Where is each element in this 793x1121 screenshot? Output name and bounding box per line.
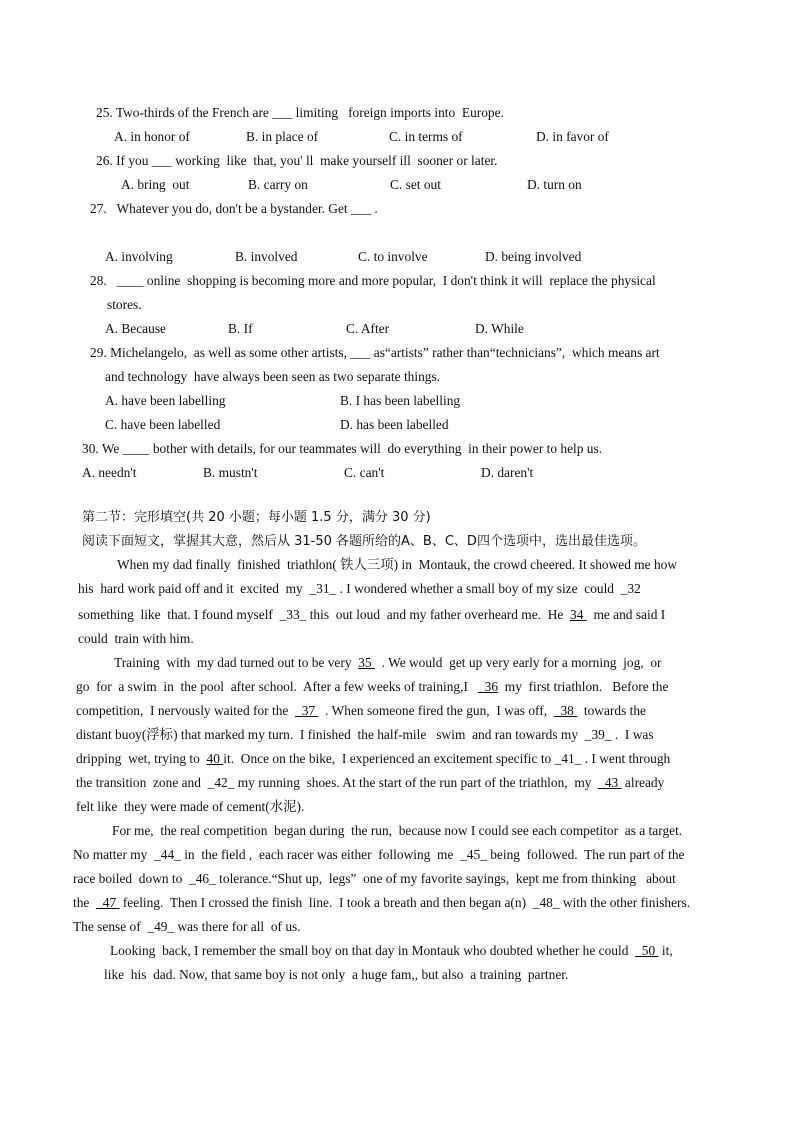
blank-41: _41_ — [554, 751, 582, 766]
blank-47: _47 — [96, 895, 120, 910]
blank-35: 35 — [358, 655, 375, 670]
passage-line: race boiled down to _46_ tolerance.“Shut up, legs” one of my favorite sayings, kept me from thinking about — [73, 871, 676, 886]
passage-line: could train with him. — [78, 631, 194, 646]
passage-line: distant buoy(浮标) that marked my turn. I finished the half-mile swim and ran towards my _39_ . I was — [76, 727, 654, 742]
question-30-stem: 30. We ____ bother with details, for our teammates will do everything in their power to help us. — [82, 441, 603, 456]
question-26-option-b: B. carry on — [248, 177, 308, 192]
blank-34: 34 — [570, 607, 587, 622]
question-30-option-b: B. mustn't — [203, 465, 258, 480]
passage-line: like his dad. Now, that same boy is not only a huge fam,, but also a training partner. — [104, 967, 569, 982]
passage-line: When my dad finally finished triathlon( 铁人三项) in Montauk, the crowd cheered. It showed me how — [117, 557, 678, 572]
question-29-option-a: A. have been labelling — [105, 393, 226, 408]
question-28-option-d: D. While — [475, 321, 524, 336]
question-25-option-d: D. in favor of — [536, 129, 609, 144]
question-26-option-a: A. bring out — [121, 177, 190, 192]
question-25-stem: 25. Two-thirds of the French are ___ limiting foreign imports into Europe. — [96, 105, 504, 120]
blank-36: _36 — [477, 679, 499, 694]
passage-line: The sense of _49_ was there for all of us. — [73, 919, 301, 934]
question-28-option-c: C. After — [346, 321, 390, 336]
passage-line: No matter my _44_ in the field , each racer was either following me _45_ being followed. The run part of the — [73, 847, 685, 862]
blank-33: _33_ — [279, 607, 307, 622]
blank-49: _49_ — [147, 919, 175, 934]
question-30-option-d: D. daren't — [481, 465, 534, 480]
question-28-option-a: A. Because — [105, 321, 166, 336]
question-28-stem-continued: stores. — [107, 297, 142, 312]
question-26-stem: 26. If you ___ working like that, you' ll make yourself ill sooner or later. — [96, 153, 498, 168]
blank-42: _42_ — [207, 775, 235, 790]
question-27-option-d: D. being involved — [485, 249, 582, 264]
question-26-option-d: D. turn on — [527, 177, 582, 192]
passage-line: something like that. I found myself _33_ this out loud and my father overheard me. He 34 me and said I — [78, 607, 666, 622]
question-28-option-b: B. If — [228, 321, 253, 336]
passage-line: For me, the real competition began during the run, because now I could see each competitor as a target. — [112, 823, 683, 838]
question-30-option-a: A. needn't — [82, 465, 137, 480]
passage-line: Training with my dad turned out to be very 35 . We would get up very early for a morning jog, or — [114, 655, 662, 670]
blank-37: _37 — [295, 703, 319, 718]
passage-line: the _47 feeling. Then I crossed the finish line. I took a breath and then began a(n) _48_ with the other finishers. — [73, 895, 691, 910]
blank-40: 40 — [206, 751, 224, 766]
question-29-option-c: C. have been labelled — [105, 417, 221, 432]
question-29-stem: 29. Michelangelo, as well as some other artists, ___ as“artists” rather than“technicians”, which means art — [90, 345, 660, 360]
section-instruction: 阅读下面短文，掌握其大意，然后从 31-50 各题所给的A、B、C、D四个选项中，选出最佳选项。 — [82, 534, 646, 549]
question-30-option-c: C. can't — [344, 465, 385, 480]
question-27-option-b: B. involved — [235, 249, 298, 264]
section-title: 第二节：完形填空(共 20 小题；每小题 1.5 分，满分 30 分) — [82, 510, 431, 525]
passage-line: go for a swim in the pool after school. After a few weeks of training,I _36 my first triathlon. Before the — [76, 679, 669, 694]
passage-line: the transition zone and _42_ my running shoes. At the start of the run part of the triathlon, my _43 already — [76, 775, 665, 790]
passage-line: his hard work paid off and it excited my _31_ . I wondered whether a small boy of my size could _32 — [78, 581, 641, 596]
question-27-option-c: C. to involve — [358, 249, 428, 264]
passage-line: Looking back, I remember the small boy on that day in Montauk who doubted whether he could _50 it, — [110, 943, 673, 958]
passage-line: dripping wet, trying to 40 it. Once on the bike, I experienced an excitement specific to _41_ . I went through — [76, 751, 671, 766]
question-28-stem: 28. ____ online shopping is becoming more and more popular, I don't think it will replace the physical — [90, 273, 656, 288]
passage-line: felt like they were made of cement(水泥). — [76, 799, 305, 814]
blank-31: _31_ — [309, 581, 337, 596]
question-27-stem: 27. Whatever you do, don't be a bystander. Get ___ . — [90, 201, 378, 216]
blank-48: _48_ — [532, 895, 560, 910]
blank-39: _39_ — [584, 727, 612, 742]
blank-46: _46_ — [189, 871, 216, 886]
passage-line: competition, I nervously waited for the _37 . When someone fired the gun, I was off, _38 towards the — [76, 703, 646, 718]
blank-44: _44_ — [154, 847, 181, 862]
question-25-option-a: A. in honor of — [114, 129, 190, 144]
question-29-stem-continued: and technology have always been seen as two separate things. — [105, 369, 441, 384]
blank-50: _50 — [635, 943, 659, 958]
question-29-option-d: D. has been labelled — [340, 417, 449, 432]
blank-43: _43 — [598, 775, 622, 790]
blank-45: _45_ — [460, 847, 487, 862]
question-29-option-b: B. I has been labelling — [340, 393, 461, 408]
blank-38: _38 — [553, 703, 578, 718]
question-26-option-c: C. set out — [390, 177, 441, 192]
question-27-option-a: A. involving — [105, 249, 173, 264]
blank-32: _32 — [620, 581, 641, 596]
question-25-option-b: B. in place of — [246, 129, 319, 144]
question-25-option-c: C. in terms of — [389, 129, 463, 144]
